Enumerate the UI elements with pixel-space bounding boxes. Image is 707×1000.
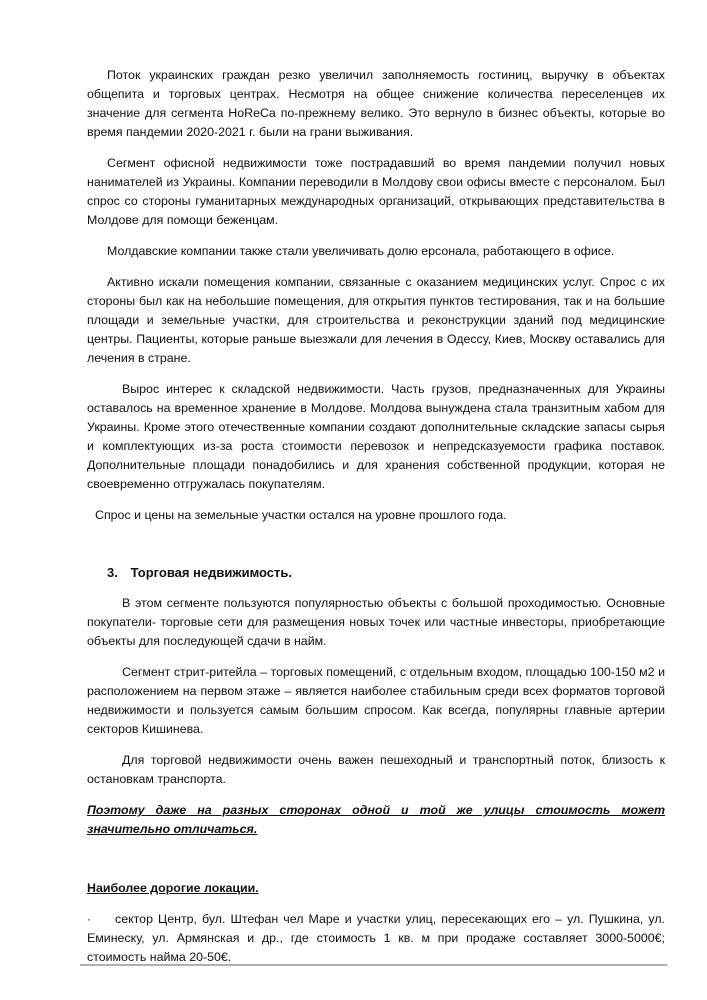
- paragraph-medical: Активно искали помещения компании, связанные с оказанием медицинских услуг. Спрос с их стороны был как на небольшие помещения, для открытия пунктов тестирования, так и на большие площади и земельные участки, для строительства и реконструкции зданий под медицинские центры. Пациенты, которые раньше выезжали для лечения в Одессу, Киев, Москву оставались для лечения в стране.: [87, 275, 665, 365]
- section-heading: [87, 563, 665, 582]
- paragraph-warehouse: Вырос интерес к складской недвижимости. Часть грузов, предназначенных для Украины оставалось на временное хранение в Молдове. Молдова вынуждена стала транзитным хабом для Украины. Кроме этого отечественные компании создают дополнительные складские запасы сырья и комплектующих из-за роста стоимости перевозок и непредсказуемости графика поставок. Дополнительные площади понадобились и для хранения собственной продукции, которая не своевременно отгружалась покупателям.: [87, 382, 665, 491]
- bullet-text: сектор Центр, бул. Штефан чел Маре и участки улиц, пересекающих его – ул. Пушкина, ул. Еминеску, ул. Армянская и др., где стоимость 1 кв. м при продаже составляет 3000-5000€; стоимость найма 20-50€.: [87, 912, 665, 964]
- paragraph-moldovan-companies: Молдавские компании также стали увеличивать долю ерсонала, работающего в офисе.: [107, 244, 615, 258]
- subheading-expensive-locations: Наиболее дорогие локации.: [87, 881, 259, 895]
- document-page: [87, 66, 665, 967]
- emphasis-statement: Поэтому даже на разных сторонах одной и той же улицы стоимость может значительно отличаться.: [87, 803, 665, 836]
- paragraph-hotels: Поток украинских граждан резко увеличил заполняемость гостиниц, выручку в объектах общепита и торговых центрах. Несмотря на общее снижение количества переселенцев их значение для сегмента HoReCa по-прежнему велико. Это вернуло в бизнес объекты, которые во время пандемии 2020-2021 г. были на грани выживания.: [87, 68, 665, 139]
- paragraph-street-retail: Сегмент стрит-ритейла – торговых помещений, с отдельным входом, площадью 100-150 м2 и расположением на первом этаже – является наиболее стабильным среди всех форматов торговой недвижимости и пользуется самым большим спросом. Как всегда, популярны главные артерии секторов Кишинева.: [87, 665, 665, 736]
- list-item: [87, 910, 665, 967]
- paragraph-land: Спрос и цены на земельные участки остался на уровне прошлого года.: [95, 508, 507, 522]
- paragraph-traffic: Для торговой недвижимости очень важен пешеходный и транспортный поток, близость к остановкам транспорта.: [87, 753, 665, 786]
- section-number: 3.: [107, 565, 118, 580]
- footer-divider: [80, 964, 667, 966]
- bullet-marker: ·: [87, 912, 92, 926]
- paragraph-retail-popularity: В этом сегменте пользуются популярностью объекты с большой проходимостью. Основные покупатели- торговые сети для размещения новых точек или частные инвесторы, приобретающие объекты для последующей сдачи в найм.: [87, 596, 665, 648]
- paragraph-offices: Сегмент офисной недвижимости тоже пострадавший во время пандемии получил новых нанимателей из Украины. Компании переводили в Молдову свои офисы вместе с персоналом. Был спрос со стороны гуманитарных международных организаций, открывающих представительства в Молдове для помощи беженцам.: [87, 156, 665, 227]
- section-title: Торговая недвижимость.: [130, 565, 293, 580]
